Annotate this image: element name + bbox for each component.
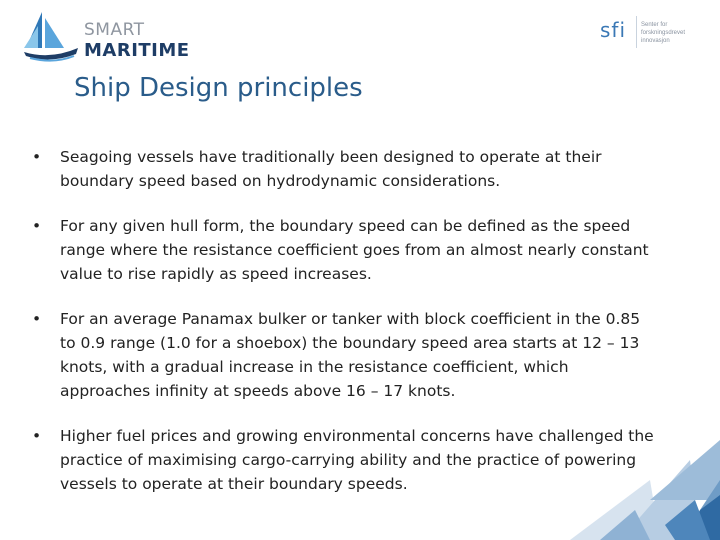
bullet-item	[30, 145, 660, 193]
bullet-icon: •	[32, 427, 42, 445]
bullet-icon: •	[32, 148, 42, 166]
logo-name-line1: SMART	[84, 20, 145, 40]
corner-decoration-icon	[450, 440, 720, 540]
sailing-ship-icon	[20, 8, 82, 66]
slide-title: Ship Design principles	[74, 73, 363, 103]
bullet-icon: •	[32, 217, 42, 235]
sfi-subtitle	[641, 21, 696, 45]
bullet-text: For an average Panamax bulker or tanker with block coefficient in the 0.85 to 0.9 range (1.0 for a shoebox) the boundary speed area starts at 12 – 13 knots, with a gradual increase in the resistance coefficient, which approaches infinity at speeds above 16 – 17 knots.	[60, 310, 641, 400]
sfi-subtitle-line2: forskningsdrevet	[641, 30, 686, 36]
sfi-divider	[636, 16, 637, 48]
sfi-subtitle-line1: Senter for	[641, 22, 668, 28]
smart-maritime-logo	[20, 8, 190, 66]
sfi-logo	[600, 12, 690, 52]
bullet-text: Higher fuel prices and growing environmental concerns have challenged the practice of maximising cargo-carrying ability and the practice of powering vessels to operate at their boundary speeds.	[60, 427, 654, 493]
logo-name-line2: MARITIME	[84, 40, 190, 61]
bullet-text: For any given hull form, the boundary speed can be defined as the speed range where the resistance coefficient goes from an almost nearly constant value to rise rapidly as speed increases.	[60, 217, 649, 283]
bullet-icon: •	[32, 310, 42, 328]
bullet-text: Seagoing vessels have traditionally been designed to operate at their boundary speed based on hydrodynamic considerations.	[60, 148, 602, 190]
bullet-item	[30, 214, 660, 286]
bullet-item	[30, 307, 660, 403]
sfi-subtitle-line3: innovasjon	[641, 38, 670, 44]
sfi-mark: sfi	[600, 18, 627, 42]
